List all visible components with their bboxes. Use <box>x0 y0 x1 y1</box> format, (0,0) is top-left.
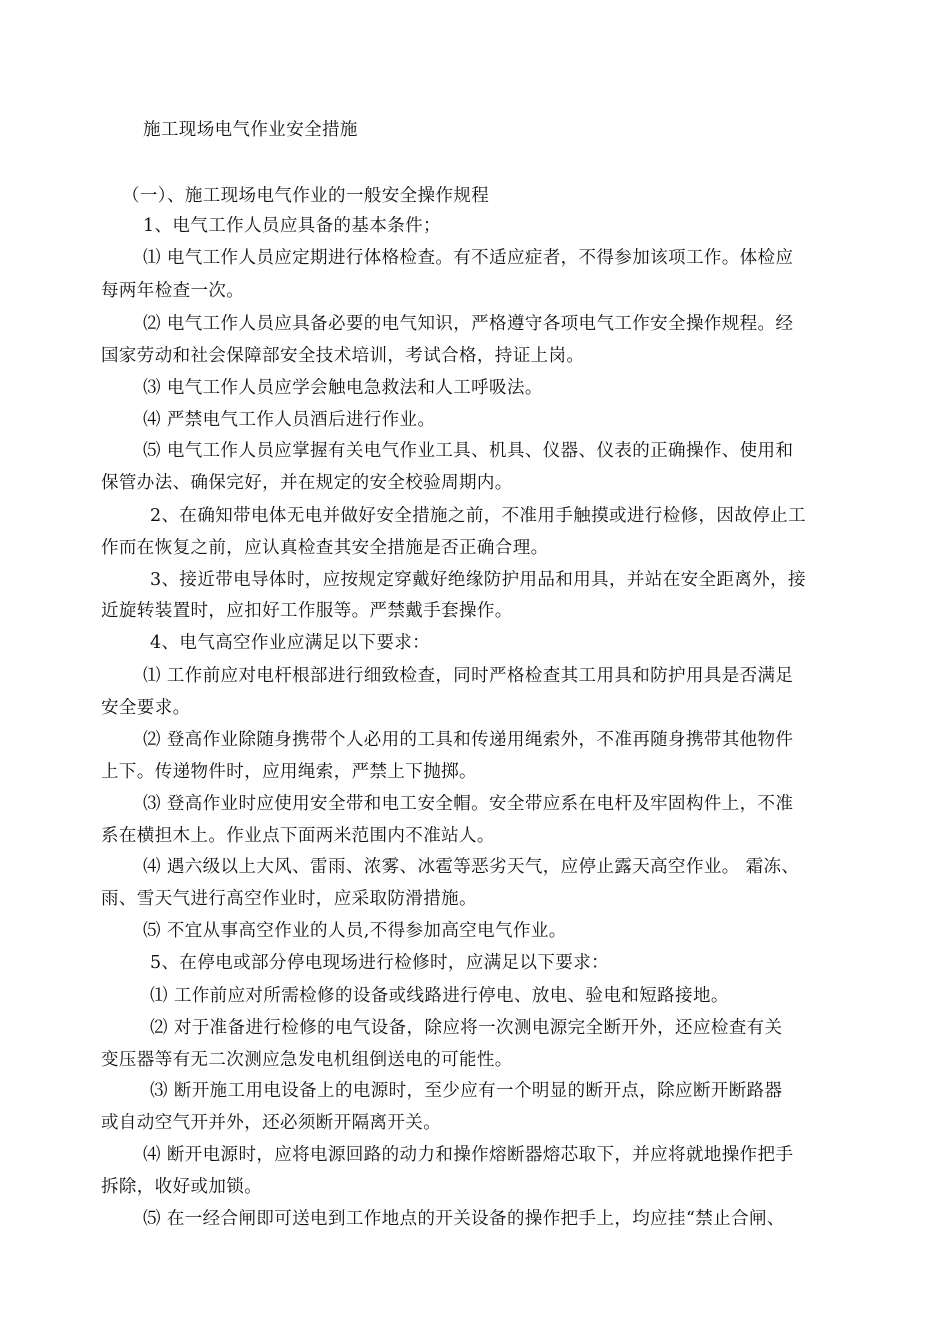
item-heading: 1、电气工作人员应具备的基本条件； <box>143 216 441 236</box>
text-line: 变压器等有无二次测应急发电机组倒送电的可能性。 <box>101 1050 513 1070</box>
text-line: ⑷ 断开电源时，应将电源回路的动力和操作熔断器熔芯取下，并应将就地操作把手 <box>143 1145 794 1165</box>
text-line: ⑴ 电气工作人员应定期进行体格检查。有不适应症者，不得参加该项工作。体检应 <box>143 248 794 268</box>
text-line: 每两年检查一次。 <box>101 281 245 301</box>
text-line: ⑴ 工作前应对电杆根部进行细致检查，同时严格检查其工用具和防护用具是否满足 <box>143 666 794 686</box>
document-title: 施工现场电气作业安全措施 <box>143 120 358 140</box>
text-line: 或自动空气开并外，还必须断开隔离开关。 <box>101 1113 442 1133</box>
text-line: ⑸ 在一经合闸即可送电到工作地点的开关设备的操作把手上，均应挂“禁止合闸、 <box>143 1209 785 1229</box>
text-line: 国家劳动和社会保障部安全技术培训，考试合格，持证上岗。 <box>101 346 585 366</box>
text-line: 2、在确知带电体无电并做好安全措施之前，不准用手触摸或进行检修，因故停止工 <box>150 506 806 526</box>
text-line: ⑶ 电气工作人员应学会触电急救法和人工呼吸法。 <box>143 378 543 398</box>
text-line: 雨、雪天气进行高空作业时，应采取防滑措施。 <box>101 889 477 909</box>
text-line: 上下。传递物件时，应用绳索，严禁上下抛掷。 <box>101 762 477 782</box>
item-heading: 4、电气高空作业应满足以下要求： <box>150 633 431 653</box>
text-line: 3、接近带电导体时，应按规定穿戴好绝缘防护用品和用具，并站在安全距离外，接 <box>150 570 806 590</box>
text-line: ⑵ 登高作业除随身携带个人必用的工具和传递用绳索外，不准再随身携带其他物件 <box>143 730 794 750</box>
text-line: 作而在恢复之前，应认真检查其安全措施是否正确合理。 <box>101 538 549 558</box>
item-heading: 5、在停电或部分停电现场进行检修时，应满足以下要求： <box>150 953 610 973</box>
text-line: ⑶ 断开施工用电设备上的电源时，至少应有一个明显的断开点，除应断开断路器 <box>150 1081 783 1101</box>
text-line: 安全要求。 <box>101 698 191 718</box>
text-line: 保管办法、确保完好，并在规定的安全校验周期内。 <box>101 473 513 493</box>
section-heading: （一）、施工现场电气作业的一般安全操作规程 <box>122 186 490 206</box>
text-line: ⑷ 严禁电气工作人员酒后进行作业。 <box>143 410 436 430</box>
text-line: 近旋转装置时，应扣好工作服等。严禁戴手套操作。 <box>101 601 513 621</box>
text-line: ⑶ 登高作业时应使用安全带和电工安全帽。安全带应系在电杆及牢固构件上，不准 <box>143 794 794 814</box>
text-line: ⑸ 电气工作人员应掌握有关电气作业工具、机具、仪器、仪表的正确操作、使用和 <box>143 441 794 461</box>
text-line: ⑵ 对于准备进行检修的电气设备，除应将一次测电源完全断开外，还应检查有关 <box>150 1018 783 1038</box>
text-line: ⑴ 工作前应对所需检修的设备或线路进行停电、放电、验电和短路接地。 <box>150 986 729 1006</box>
text-line: ⑷ 遇六级以上大风、雷雨、浓雾、冰雹等恶劣天气，应停止露天高空作业。 霜冻、 <box>143 857 800 877</box>
text-line: 系在横担木上。作业点下面两米范围内不准站人。 <box>101 826 495 846</box>
text-line: 拆除，收好或加锁。 <box>101 1177 263 1197</box>
text-line: ⑸ 不宜从事高空作业的人员,不得参加高空电气作业。 <box>143 921 567 941</box>
text-line: ⑵ 电气工作人员应具备必要的电气知识，严格遵守各项电气工作安全操作规程。经 <box>143 314 794 334</box>
